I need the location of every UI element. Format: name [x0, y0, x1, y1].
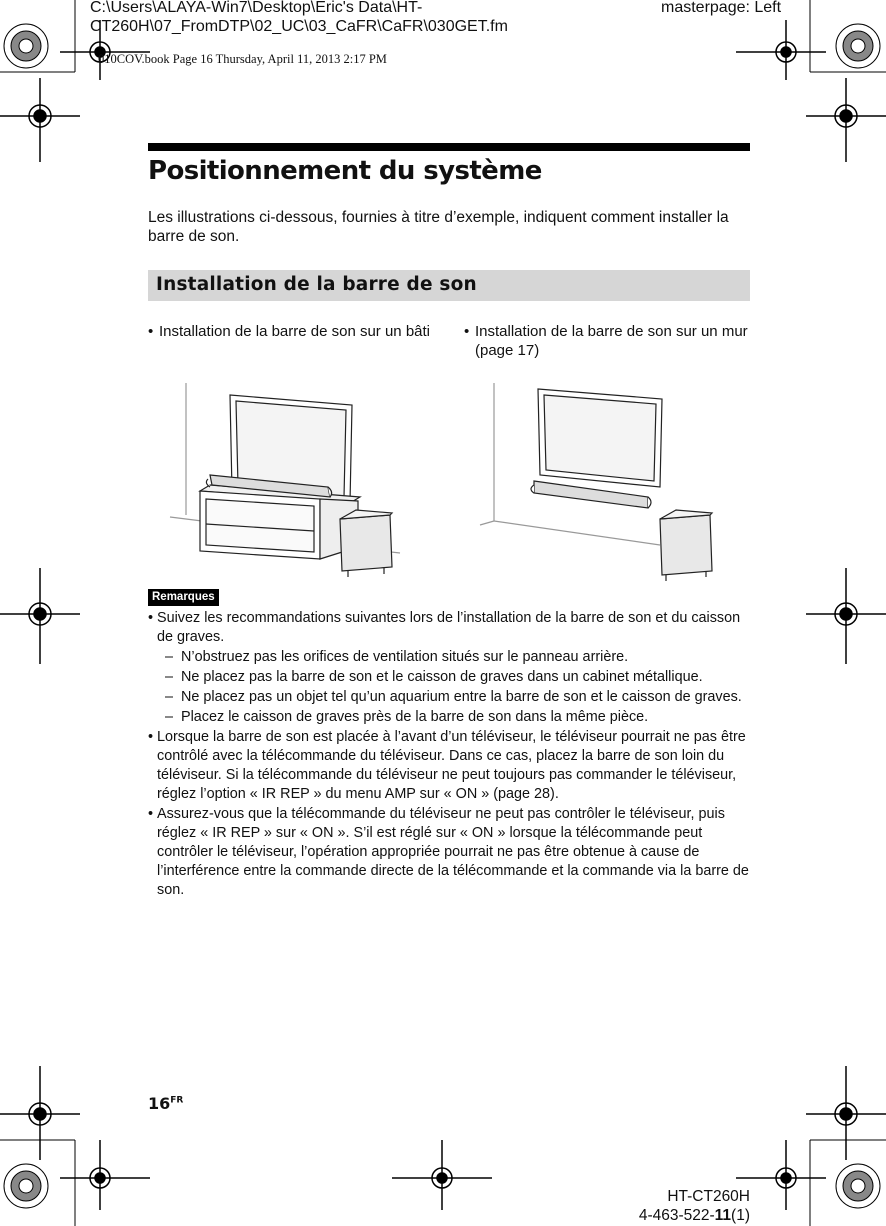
note-text: Lorsque la barre de son est placée à l’avant d’un téléviseur, le téléviseur pourrait ne pas être contrôlé avec la télécommande du téléviseur. Dans ce cas, placez la barre de son loin du téléviseur. Si la télécommande du téléviseur ne peut toujours pas commander le téléviseur, réglez l’option « IR REP » du menu AMP sur « ON » (page 28). [157, 729, 746, 802]
part-number: 4-463-522-11(1) [638, 1207, 750, 1224]
note-text: Suivez les recommandations suivantes lors de l’installation de la barre de son et du caisson de graves. [157, 610, 741, 645]
dash-glyph: – [165, 669, 174, 685]
page-number-value: 16 [148, 1094, 171, 1113]
wall-scene [480, 383, 712, 581]
section-title: Installation de la barre de son [156, 274, 477, 295]
file-path-header: C:\Users\ALAYA-Win7\Desktop\Eric's Data\HT-CT260H\07_FromDTP\02_UC\03_CaFR\CaFR\030GET.fm [90, 0, 508, 35]
installation-illustrations [160, 375, 730, 585]
bullet-wall-text: Installation de la barre de son sur un mur (page 17) [475, 323, 748, 359]
page-title: Positionnement du système [148, 156, 542, 186]
book-info-line: 010COV.book Page 16 Thursday, April 11, 2013 2:17 PM [98, 52, 387, 66]
dash-glyph: – [165, 709, 174, 725]
bullet-glyph: • [148, 610, 154, 626]
title-rule [148, 143, 750, 151]
sub-item [157, 668, 750, 687]
remarks-list [148, 609, 750, 901]
page-number-suffix: FR [170, 1095, 184, 1106]
bullet-glyph: • [148, 806, 154, 822]
remarks-badge: Remarques [148, 589, 219, 606]
note-text: Assurez-vous que la télécommande du téléviseur ne peut pas contrôler le téléviseur, puis réglez « IR REP » sur « ON ». S’il est réglé sur « ON » lorsque la télécommande peut contrôler le téléviseur, l’opération appropriée pourrait ne pas être obtenue à cause de l’interférence entre la commande directe de la télécommande et la commande via la barre de son. [157, 806, 749, 898]
dash-glyph: – [165, 649, 174, 665]
masterpage-label: masterpage: Left [661, 0, 782, 16]
sub-text: N’obstruez pas les orifices de ventilation situés sur le panneau arrière. [181, 649, 629, 665]
bullet-glyph: • [148, 323, 154, 340]
intro-paragraph: Les illustrations ci-dessous, fournies à titre d’exemple, indiquent comment installer la barre de son. [148, 209, 729, 245]
model-info [639, 1187, 750, 1225]
bullet-wall-install [464, 322, 754, 360]
bullet-rack-text: Installation de la barre de son sur un bâti [159, 323, 431, 340]
note-item [148, 609, 750, 727]
bullet-glyph: • [148, 729, 154, 745]
sub-text: Ne placez pas la barre de son et le caisson de graves dans un cabinet métallique. [181, 669, 703, 685]
sub-item [157, 688, 750, 707]
dash-glyph: – [165, 689, 174, 705]
page-number [148, 1094, 183, 1113]
sub-text: Ne placez pas un objet tel qu’un aquarium entre la barre de son et le caisson de graves. [181, 689, 742, 705]
bullet-glyph: • [464, 323, 470, 340]
sub-item [157, 708, 750, 727]
section-header [148, 270, 750, 301]
rack-scene [170, 383, 400, 577]
model-name: HT-CT260H [667, 1188, 750, 1205]
sub-text: Placez le caisson de graves près de la barre de son dans la même pièce. [181, 709, 649, 725]
sub-item [157, 648, 750, 667]
note-item [148, 805, 750, 900]
bullet-rack-install [148, 322, 438, 341]
note-item [148, 728, 750, 804]
